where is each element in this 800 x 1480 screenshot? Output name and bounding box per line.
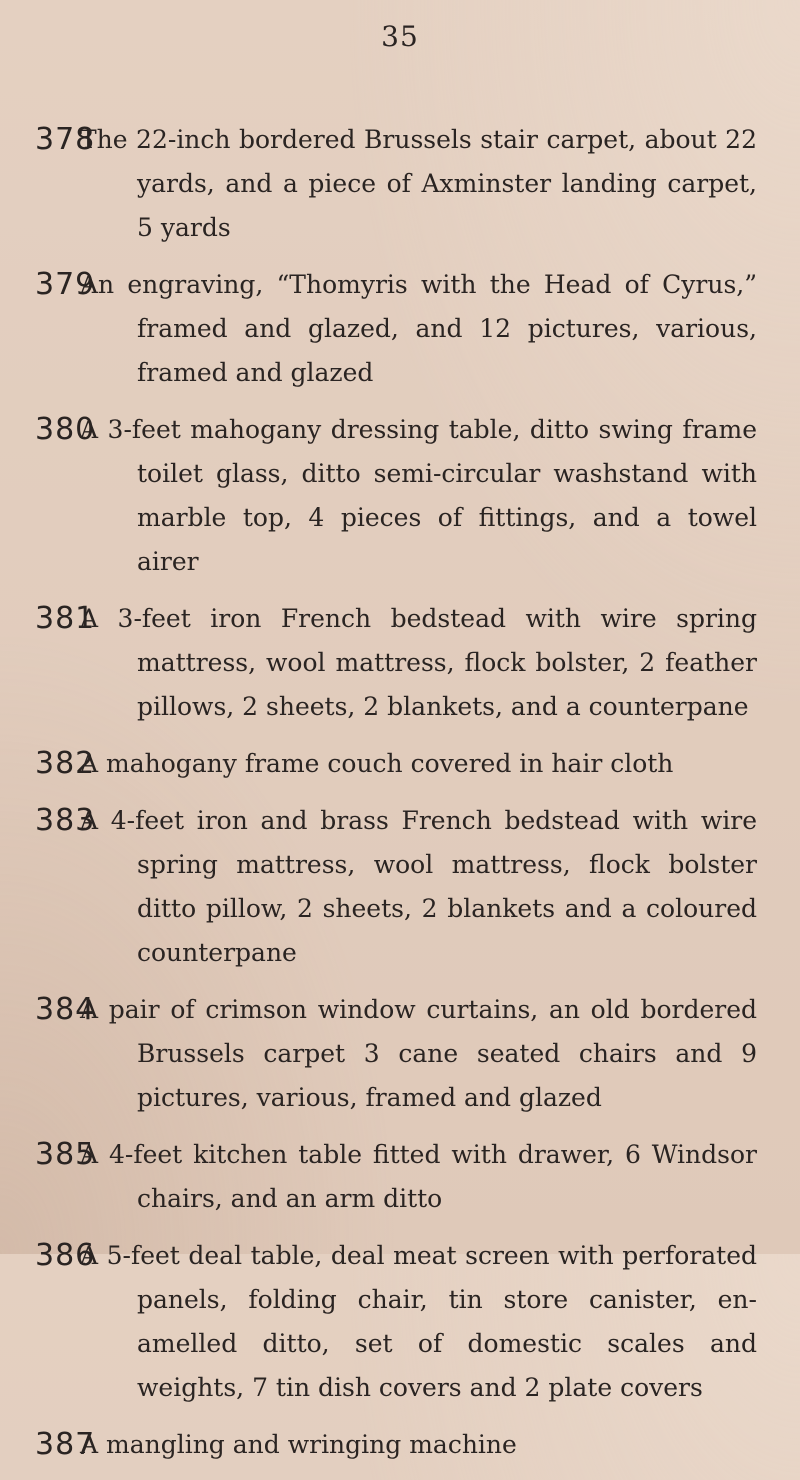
lot-entry (0, 118, 800, 250)
lot-number: 381 (35, 601, 96, 636)
lot-entry (0, 742, 800, 786)
lot-number: 386 (35, 1238, 96, 1273)
lot-entry (0, 1423, 800, 1467)
lot-number: 383 (35, 803, 96, 838)
lot-entry (0, 263, 800, 395)
lot-entry (0, 1133, 800, 1221)
lot-entry (0, 1234, 800, 1410)
lot-number: 380 (35, 412, 96, 447)
lot-number: 387 (35, 1427, 96, 1462)
lot-number: 385 (35, 1137, 96, 1172)
lot-description: A mahogany frame couch covered in hair cloth (80, 749, 674, 778)
lot-description: A 5-feet deal table, deal meat screen with perforated panels, folding chair, tin store canister, en-amelled ditto, set of domestic scales and weights, 7 tin dish covers and 2 plate covers (80, 1241, 757, 1402)
lot-number: 384 (35, 992, 96, 1027)
lot-entry (0, 597, 800, 729)
lot-number: 382 (35, 746, 96, 781)
lot-description: An engraving, “Thomyris with the Head of Cyrus,” framed and glazed, and 12 pictures, various, framed and glazed (80, 270, 757, 387)
lot-entry (0, 988, 800, 1120)
lot-number: 378 (35, 122, 96, 157)
lot-entry (0, 799, 800, 975)
lot-description: A 4-feet kitchen table fitted with drawer, 6 Windsor chairs, and an arm ditto (80, 1140, 757, 1213)
lot-description: The 22-inch bordered Brussels stair carpet, about 22 yards, and a piece of Axminster landing carpet, 5 yards (80, 125, 757, 242)
lot-description: A 3-feet mahogany dressing table, ditto swing frame toilet glass, ditto semi-circular washstand with marble top, 4 pieces of fittings, and a towel airer (80, 415, 757, 576)
lot-list (0, 118, 800, 1480)
lot-entry (0, 408, 800, 584)
lot-number: 379 (35, 267, 96, 302)
lot-description: A 4-feet iron and brass French bedstead with wire spring mattress, wool mattress, flock bolster ditto pillow, 2 sheets, 2 blankets and a coloured counterpane (80, 806, 757, 967)
lot-description: A pair of crimson window curtains, an old bordered Brussels carpet 3 cane seated chairs and 9 pictures, various, framed and glazed (80, 995, 757, 1112)
page-number: 35 (381, 20, 419, 53)
lot-description: A mangling and wringing machine (80, 1430, 517, 1459)
lot-description: A 3-feet iron French bedstead with wire spring mattress, wool mattress, flock bolster, 2 feather pillows, 2 sheets, 2 blankets, and a counterpane (80, 604, 757, 721)
